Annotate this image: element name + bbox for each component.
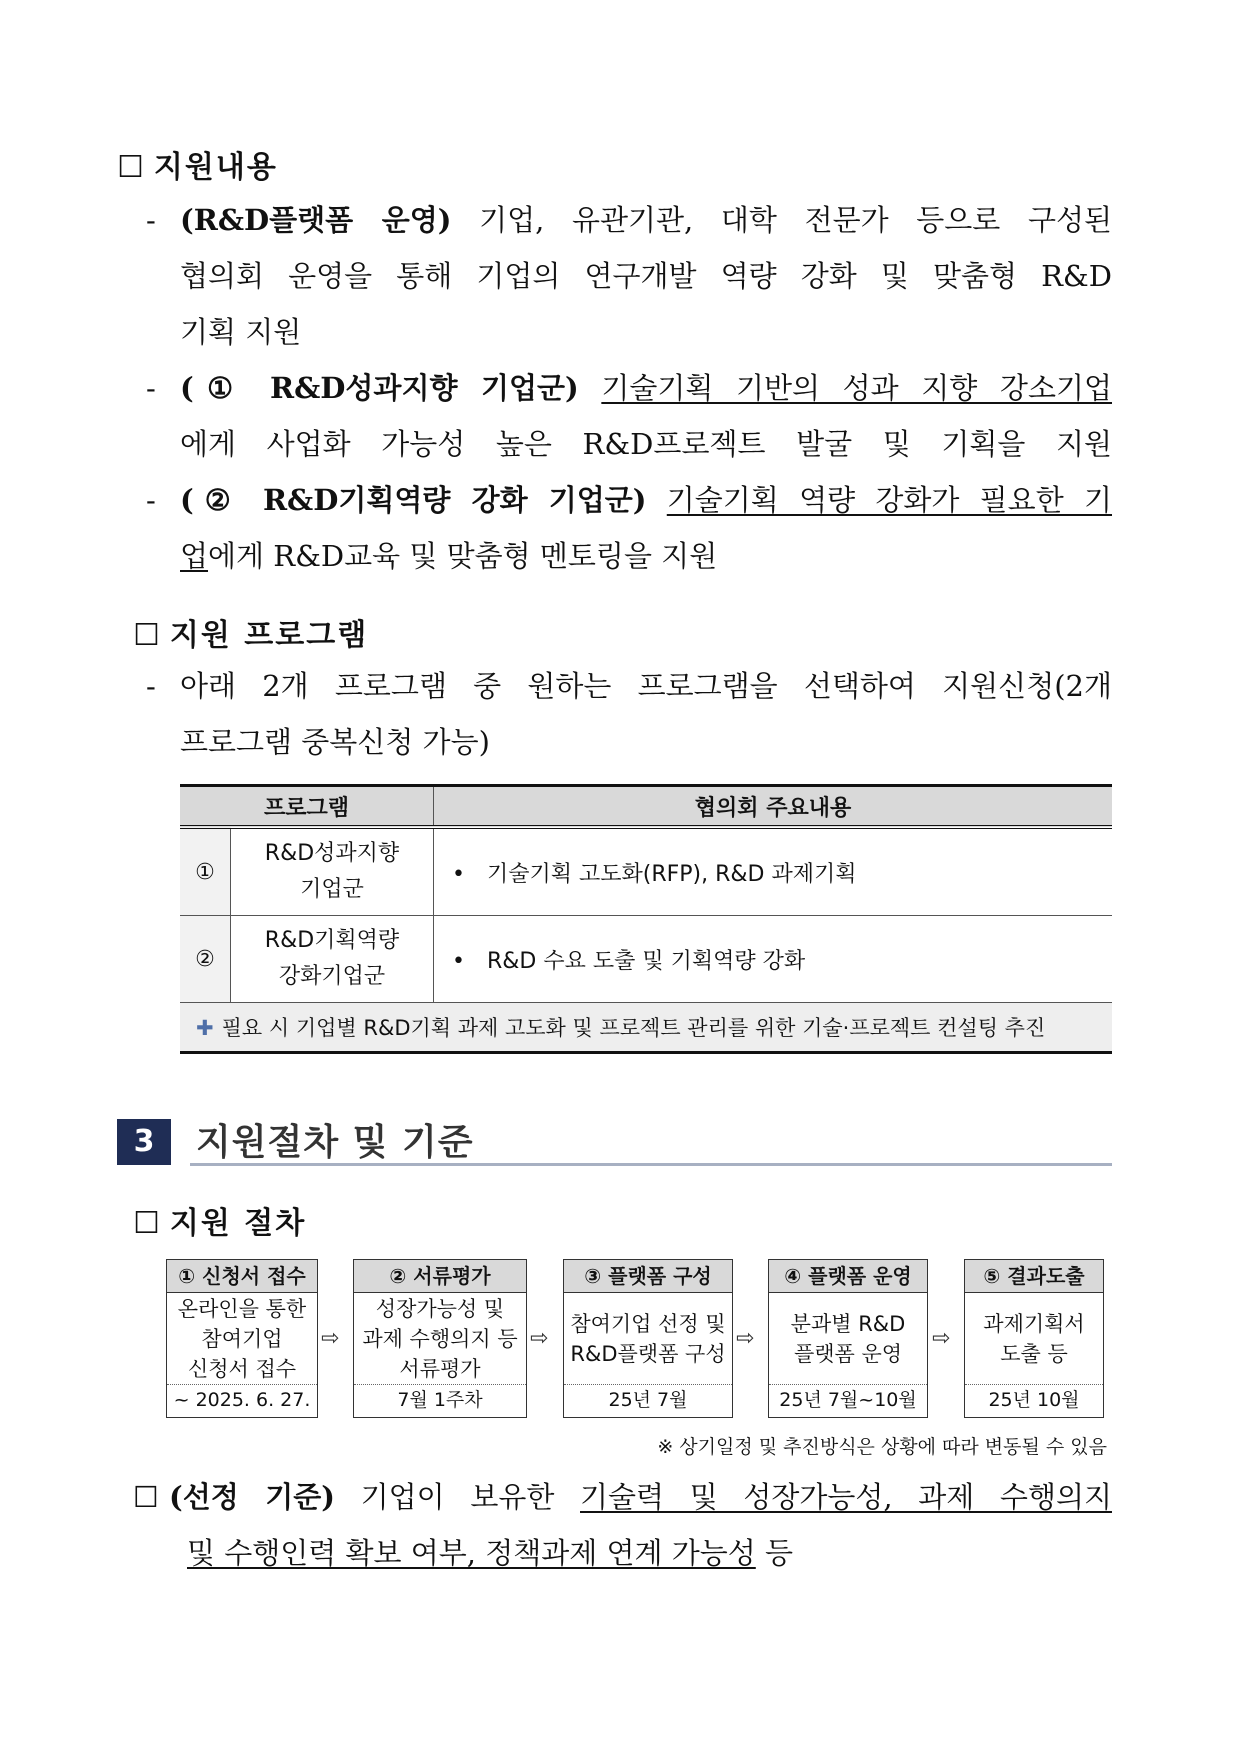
support-content-heading: ☐ 지원내용 <box>117 150 278 185</box>
step-date: ~ 2025. 6. 27. <box>167 1384 317 1415</box>
process-step-result <box>964 1259 1104 1418</box>
table-note-row <box>180 1003 1112 1053</box>
row-number: ② <box>180 916 231 1003</box>
table-header-row <box>180 786 1112 828</box>
bullet-dot-icon: • <box>452 948 465 974</box>
step-body: 참여기업 선정 및 R&D플랫폼 구성 <box>570 1311 726 1366</box>
bullet-planning-group: - (② R&D기획역량 강화 기업군) 기술기획 역량 강화가 필요한 기 업에게 R&D교육 및 맞춤형 멘토링을 지원 <box>146 483 1112 573</box>
step-date: 25년 7월 <box>564 1384 732 1415</box>
step-date: 25년 7월~10월 <box>769 1384 927 1415</box>
step-title: ⑤ 결과도출 <box>965 1260 1103 1293</box>
process-step-platform-setup <box>563 1259 733 1418</box>
procedure-heading: ☐ 지원 절차 <box>133 1206 307 1241</box>
schedule-remark: ※ 상기일정 및 추진방식은 상황에 따라 변동될 수 있음 <box>657 1436 1107 1458</box>
step-title: ③ 플랫폼 구성 <box>564 1260 732 1293</box>
process-step-document-review <box>353 1259 527 1418</box>
checkbox-icon: ☐ <box>133 1480 159 1514</box>
checkbox-icon: ☐ <box>133 1206 160 1241</box>
arrow-right-icon: ⇨ <box>932 1326 951 1351</box>
program-name: R&D성과지향 기업군 <box>231 827 434 916</box>
step-body: 온라인을 통한 참여기업 신청서 접수 <box>177 1296 307 1381</box>
step-title: ④ 플랫폼 운영 <box>769 1260 927 1293</box>
support-program-heading: ☐ 지원 프로그램 <box>133 618 369 653</box>
bullet-rnd-platform: - (R&D플랫폼 운영) 기업, 유관기관, 대학 전문가 등으로 구성된 협의회 운영을 통해 기업의 연구개발 역량 강화 및 맞춤형 R&D 기획 지원 <box>146 203 1112 349</box>
program-description: • 기술기획 고도화(RFP), R&D 과제기획 <box>434 827 1113 916</box>
table-note: 필요 시 기업별 R&D기획 과제 고도화 및 프로젝트 관리를 위한 기술·프로젝트 컨설팅 추진 <box>221 1016 1046 1040</box>
program-description: • R&D 수요 도출 및 기획역량 강화 <box>434 916 1113 1003</box>
row-number: ① <box>180 827 231 916</box>
process-step-platform-operation <box>768 1259 928 1418</box>
table-header-content: 협의회 주요내용 <box>434 786 1113 828</box>
step-date: 25년 10월 <box>965 1384 1103 1415</box>
checkbox-icon: ☐ <box>133 618 160 653</box>
bullet-program-intro: - 아래 2개 프로그램 중 원하는 프로그램을 선택하여 지원신청(2개 프로그램 중복신청 가능) <box>146 669 1112 759</box>
section-title-rule <box>190 1163 1112 1166</box>
checkbox-icon: ☐ <box>117 150 144 185</box>
table-header-program: 프로그램 <box>180 786 434 828</box>
step-title: ② 서류평가 <box>354 1260 526 1293</box>
step-title: ① 신청서 접수 <box>167 1260 317 1293</box>
arrow-right-icon: ⇨ <box>736 1326 755 1351</box>
step-body: 분과별 R&D 플랫폼 운영 <box>790 1311 906 1366</box>
arrow-right-icon: ⇨ <box>321 1326 340 1351</box>
program-table <box>180 784 1112 1054</box>
selection-criteria: ☐ (선정 기준) 기업이 보유한 기술력 및 성장가능성, 과제 수행의지 및 수행인력 확보 여부, 정책과제 연계 가능성 등 <box>133 1480 1112 1570</box>
bullet-performance-group: - (① R&D성과지향 기업군) 기술기획 기반의 성과 지향 강소기업 에게 사업화 가능성 높은 R&D프로젝트 발굴 및 기획을 지원 <box>146 371 1112 461</box>
step-date: 7월 1주차 <box>354 1384 526 1415</box>
process-step-application <box>166 1259 318 1418</box>
program-name: R&D기획역량 강화기업군 <box>231 916 434 1003</box>
table-row <box>180 916 1112 1003</box>
step-body: 과제기획서 도출 등 <box>983 1311 1085 1366</box>
table-row <box>180 827 1112 916</box>
arrow-right-icon: ⇨ <box>530 1326 549 1351</box>
plus-icon: ✚ <box>196 1016 214 1040</box>
section-number: 3 <box>117 1119 171 1165</box>
section-title: 지원절차 및 기준 <box>196 1122 474 1163</box>
step-body: 성장가능성 및 과제 수행의지 등 서류평가 <box>362 1296 518 1381</box>
bullet-dot-icon: • <box>452 861 465 887</box>
